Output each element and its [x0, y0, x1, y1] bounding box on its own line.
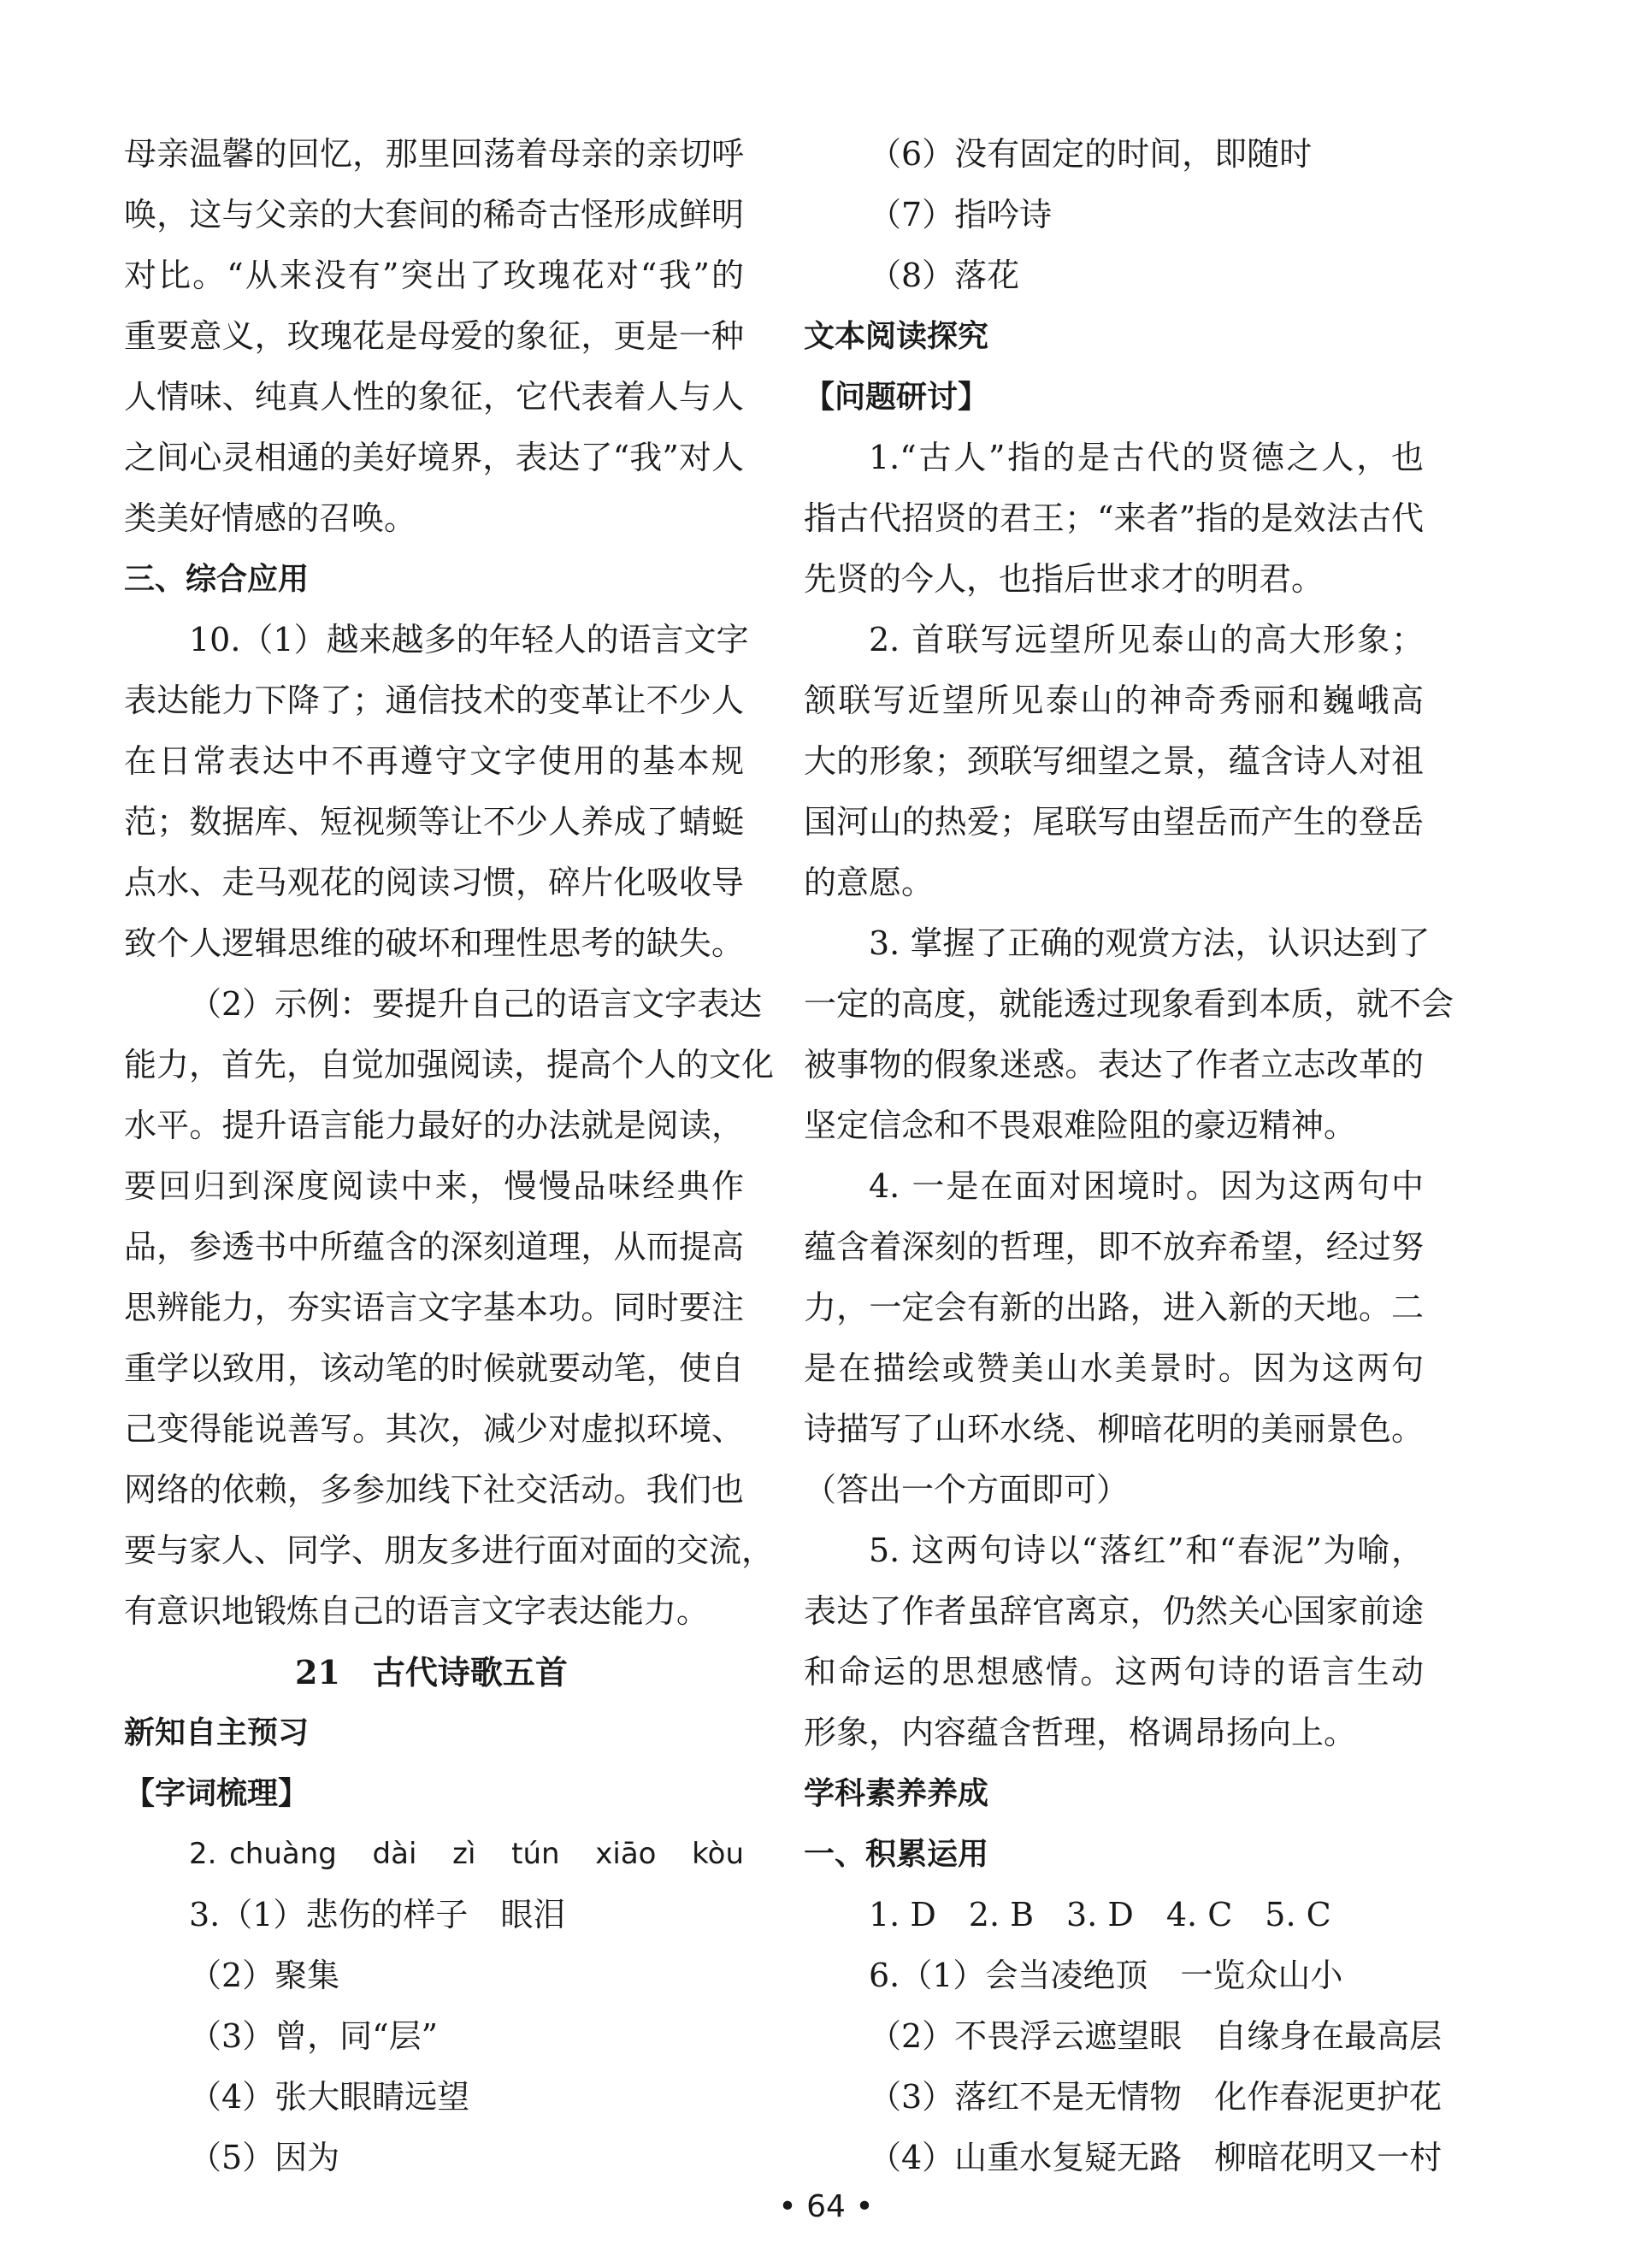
text-line: 的意愿。	[804, 864, 935, 901]
answer-line: 1. D 2. B 3. D 4. C 5. C	[869, 1896, 1331, 1933]
text-line: 己变得能说善写。其次，减少对虚拟环境、	[124, 1410, 744, 1448]
text-line: 一定的高度，就能透过现象看到本质，就不会	[804, 985, 1454, 1023]
text-line: 唤，这与父亲的大套间的稀奇古怪形成鲜明	[124, 196, 744, 233]
text-line: 要与家人、同学、朋友多进行面对面的交流，	[124, 1532, 775, 1569]
text-line: 能力，首先，自觉加强阅读，提高个人的文化	[124, 1046, 775, 1083]
text-line: 范；数据库、短视频等让不少人养成了蜻蜓	[124, 803, 744, 841]
section-heading: 三、综合应用	[124, 562, 310, 597]
text-line: 3. 掌握了正确的观赏方法，认识达到了	[869, 924, 1431, 962]
text-line: 母亲温馨的回忆，那里回荡着母亲的亲切呼	[124, 135, 744, 173]
text-line: 4. 一是在面对困境时。因为这两句中	[869, 1167, 1424, 1205]
section-heading: 一、积累运用	[804, 1837, 989, 1872]
text-line: 类美好情感的召唤。	[124, 499, 417, 537]
text-line: 3.（1）悲伤的样子 眼泪	[189, 1896, 566, 1933]
text-line: 要回归到深度阅读中来，慢慢品味经典作	[124, 1167, 744, 1205]
text-line: （2）示例：要提升自己的语言文字表达	[189, 985, 763, 1023]
subsection-heading: 【字词梳理】	[124, 1776, 310, 1811]
text-line: 重要意义，玫瑰花是母爱的象征，更是一种	[124, 317, 744, 355]
text-line: （3）曾，同“层”	[189, 2017, 439, 2055]
text-line: 2. 首联写远望所见泰山的高大形象；	[869, 621, 1424, 658]
text-line: 点水、走马观花的阅读习惯，碎片化吸收导	[124, 864, 744, 901]
text-line: （8）落花	[869, 257, 1020, 294]
text-line: （4）张大眼睛远望	[189, 2078, 470, 2116]
text-line: 先贤的今人，也指后世求才的明君。	[804, 560, 1325, 598]
text-line: 水平。提升语言能力最好的办法就是阅读，	[124, 1107, 744, 1144]
text-line: （答出一个方面即可）	[804, 1471, 1130, 1508]
text-line: （4）山重水复疑无路 柳暗花明又一村	[869, 2139, 1443, 2176]
text-line: （5）因为	[189, 2139, 340, 2176]
text-line: 有意识地锻炼自己的语言文字表达能力。	[124, 1592, 710, 1630]
text-line: 10.（1）越来越多的年轻人的语言文字	[189, 621, 749, 658]
text-line: 6.（1）会当凌绝顶 一览众山小	[869, 1957, 1343, 1994]
text-line: 坚定信念和不畏艰难险阻的豪迈精神。	[804, 1107, 1357, 1144]
text-line: 对比。“从来没有”突出了玫瑰花对“我”的	[124, 257, 744, 294]
text-line: 人情味、纯真人性的象征，它代表着人与人	[124, 378, 744, 416]
text-line: 表达了作者虽辞官离京，仍然关心国家前途	[804, 1592, 1424, 1630]
section-heading: 学科素养养成	[804, 1776, 989, 1811]
text-line: 在日常表达中不再遵守文字使用的基本规	[124, 742, 744, 780]
section-heading: 新知自主预习	[124, 1715, 310, 1750]
text-line: 蕴含着深刻的哲理，即不放弃希望，经过努	[804, 1228, 1424, 1266]
text-line: 颔联写近望所见泰山的神奇秀丽和巍峨高	[804, 682, 1424, 719]
text-line: 力，一定会有新的出路，进入新的天地。二	[804, 1289, 1424, 1326]
text-line: 诗描写了山环水绕、柳暗花明的美丽景色。	[804, 1410, 1424, 1448]
left-column	[124, 124, 775, 2188]
text-line: 是在描绘或赞美山水美景时。因为这两句	[804, 1349, 1424, 1387]
right-column	[804, 124, 1454, 2188]
text-line: 思辨能力，夯实语言文字基本功。同时要注	[124, 1289, 744, 1326]
text-line: 国河山的热爱；尾联写由望岳而产生的登岳	[804, 803, 1424, 841]
text-line: 重学以致用，该动笔的时候就要动笔，使自	[124, 1349, 744, 1387]
text-line: 指古代招贤的君王；“来者”指的是效法古代	[804, 499, 1424, 537]
text-line: （3）落红不是无情物 化作春泥更护花	[869, 2078, 1443, 2116]
subsection-heading: 【问题研讨】	[804, 380, 989, 415]
text-line: （7）指吟诗	[869, 196, 1053, 233]
text-line: （2）不畏浮云遮望眼 自缘身在最高层	[869, 2017, 1443, 2055]
pinyin-line: 2. chuàng dài zì tún xiāo kòu	[189, 1837, 744, 1871]
text-line: 之间心灵相通的美好境界，表达了“我”对人	[124, 439, 744, 476]
text-line: 网络的依赖，多参加线下社交活动。我们也	[124, 1471, 744, 1508]
text-line: 致个人逻辑思维的破坏和理性思考的缺失。	[124, 924, 744, 962]
text-line: 表达能力下降了；通信技术的变革让不少人	[124, 682, 744, 719]
text-line: 和命运的思想感情。这两句诗的语言生动	[804, 1653, 1424, 1691]
text-line: 1.“古人”指的是古代的贤德之人，也	[869, 439, 1424, 476]
text-line: （6）没有固定的时间，即随时	[869, 135, 1313, 173]
text-line: 被事物的假象迷惑。表达了作者立志改革的	[804, 1046, 1424, 1083]
text-line: 大的形象；颈联写细望之景，蕴含诗人对祖	[804, 742, 1424, 780]
text-line: 5. 这两句诗以“落红”和“春泥”为喻，	[869, 1532, 1424, 1569]
text-line: 形象，内容蕴含哲理，格调昂扬向上。	[804, 1714, 1357, 1751]
lesson-title: 21 古代诗歌五首	[295, 1653, 568, 1691]
section-heading: 文本阅读探究	[804, 319, 989, 354]
text-line: 品，参透书中所蕴含的深刻道理，从而提高	[124, 1228, 744, 1266]
text-line: （2）聚集	[189, 1957, 340, 1994]
page-number: • 64 •	[778, 2189, 874, 2224]
